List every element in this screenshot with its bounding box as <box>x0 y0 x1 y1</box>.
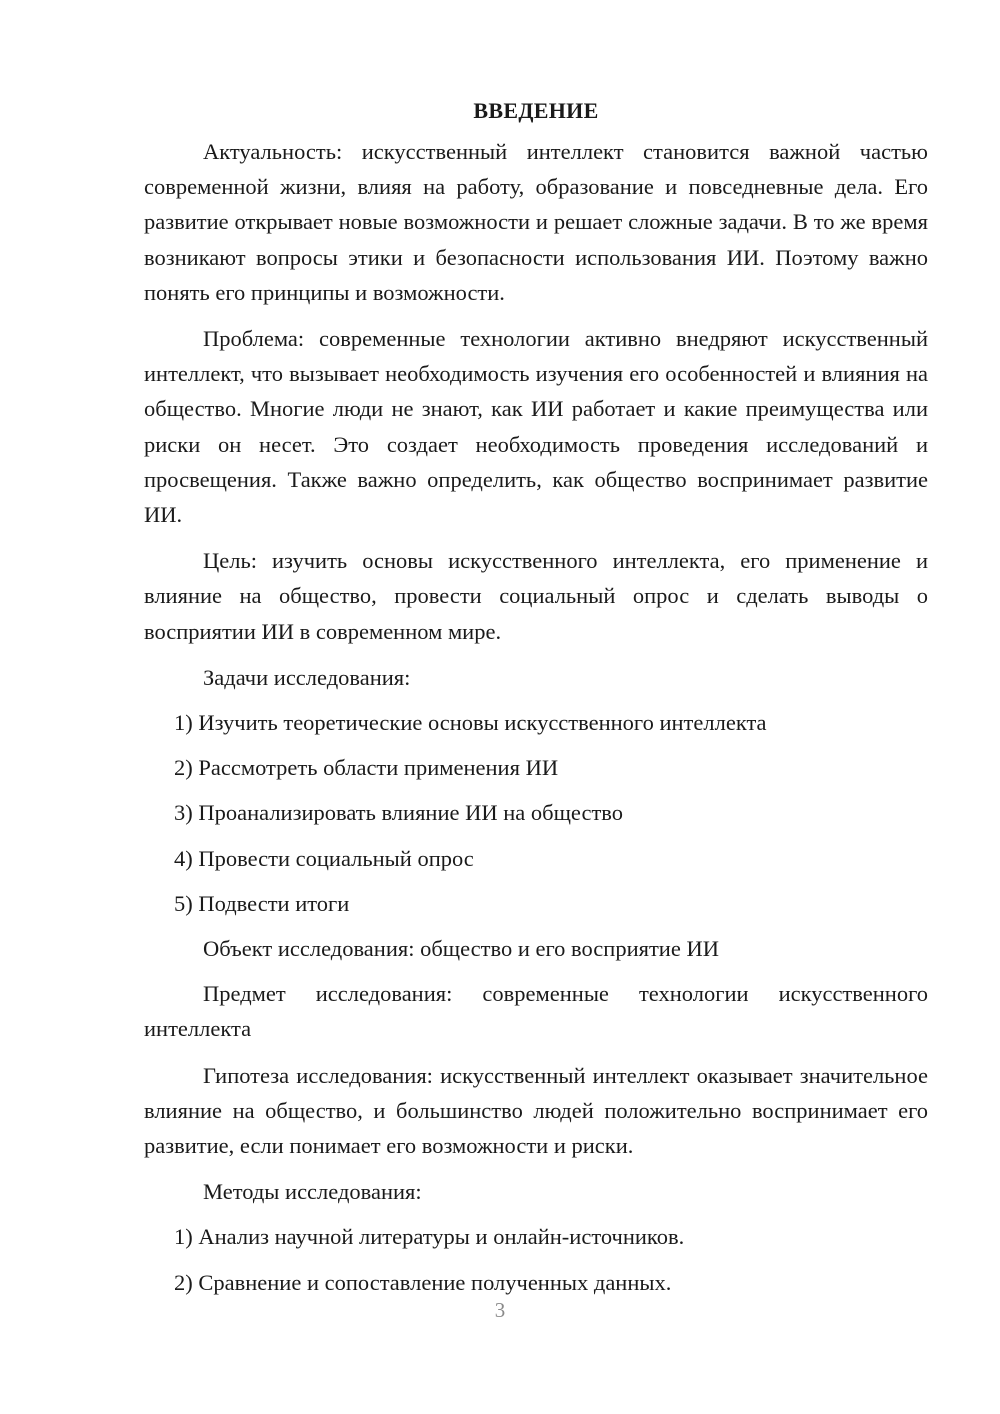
paragraph-object: Объект исследования: общество и его восприятие ИИ <box>203 936 719 962</box>
paragraph-problem: Проблема: современные технологии активно внедряют искусственный интеллект, что вызывает необходимость изучения его особенностей и влияния на общество. Многие люди не знают, как ИИ работает и какие преимущества или риски он несет. Это создает необходимость проведения исследований и просвещения. Также важно определить, как общество воспринимает развитие ИИ. <box>144 326 928 528</box>
task-item-1: 1) Изучить теоретические основы искусственного интеллекта <box>174 710 767 736</box>
method-item-2: 2) Сравнение и сопоставление полученных данных. <box>174 1269 672 1295</box>
tasks-heading: Задачи исследования: <box>203 664 411 690</box>
task-item-2: 2) Рассмотреть области применения ИИ <box>174 755 559 781</box>
task-item-3: 3) Проанализировать влияние ИИ на общество <box>174 800 624 826</box>
paragraph-goal: Цель: изучить основы искусственного интеллекта, его применение и влияние на общество, провести социальный опрос и сделать выводы о восприятии ИИ в современном мире. <box>144 548 928 644</box>
method-item-1: 1) Анализ научной литературы и онлайн-источников. <box>174 1224 685 1250</box>
paragraph-hypothesis: Гипотеза исследования: искусственный интеллект оказывает значительное влияние на общество, и большинство людей положительно воспринимает его развитие, если понимает его возможности и риски. <box>144 1062 928 1159</box>
task-item-5: 5) Подвести итоги <box>174 890 350 916</box>
page-title: ВВЕДЕНИЕ <box>473 98 599 123</box>
paragraph-actuality: Актуальность: искусственный интеллект становится важной частью современной жизни, влияя на работу, образование и повседневные дела. Его развитие открывает новые возможности и решает сложные задачи. В то же время возникают вопросы этики и безопасности использования ИИ. Поэтому важно понять его принципы и возможности. <box>144 139 928 305</box>
task-item-4: 4) Провести социальный опрос <box>174 845 474 871</box>
paragraph-subject: Предмет исследования: современные технологии искусственного интеллекта <box>144 981 928 1042</box>
document-page <box>144 94 928 1300</box>
page-number: 3 <box>494 1298 506 1322</box>
methods-heading: Методы исследования: <box>203 1179 422 1205</box>
